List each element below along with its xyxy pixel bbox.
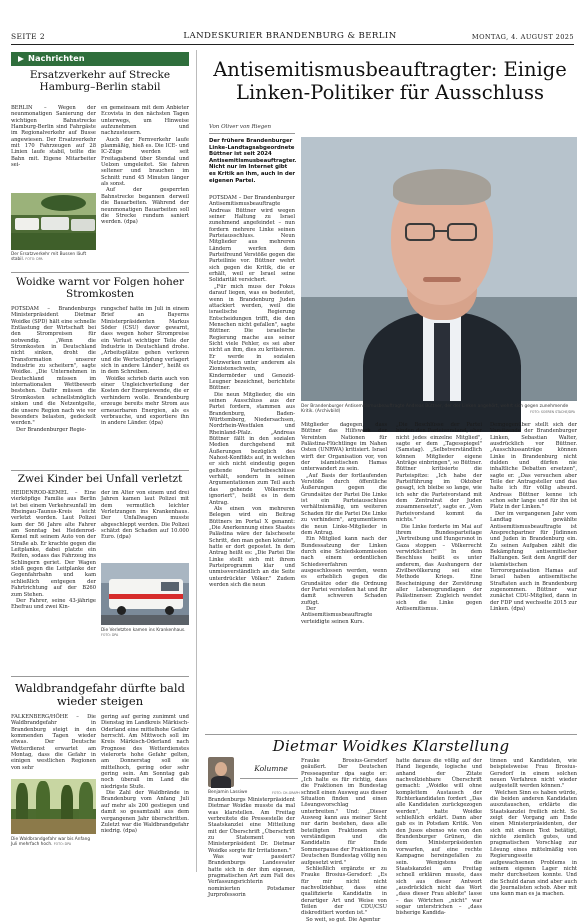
section-bar — [11, 52, 189, 66]
headline-waldbrand: Waldbrandgefahr dürfte bald wieder steigen — [15, 681, 185, 708]
caption-forest: Die Waldbrandgefahr war bis Anfang Juli mehrfach hoch. FOTO: DPA — [11, 837, 91, 848]
kolumne-col1: Brandenburgs Ministerpräsident Dietmar Woidke musste da mal was klarstellen. Am Freitag verbreitete die Pressestelle der Staatskanzlei eine Mitteilung mit der Überschrift „Überschrift zu Statement von Ministerpräsident Dr. Dietmar Woidke sorgte für Irritationen." Was war passiert? Brandenburgs Landesvater hatte sich in der ihm eigenen, pragmatischen Art zum Fall des Verfassungsrichterin nominierten Potsdamer Jurprofessorin — [208, 797, 295, 899]
main-col1: POTSDAM – Der Brandenburger Antisemitismusbeauftragte Andreas Büttner wird wegen seiner Haltung zu Israel zunehmend angefeindet – nun fordern mehrere Linke seinen Parteiausschluss. Neun Mitglieder aus mehreren Ländern werfen dem Parteifreund Verstöße gegen die Parteilinie vor. Büttner wehrt sich gegen die Kritik, die er erhält, weil er Israel seine Solidarität versichert. „Für mich muss der Fokus darauf liegen, was es bedeutet, wenn in Brandenburg Juden attackiert werden, weil die israelische Regierung Entscheidungen trifft, die den Menschen nicht gefallen", sagte Büttner. Die israelische Regierung mache aus seiner Sicht viele Fehler, es sei aber nicht an ihm, dies zu kritisieren. Er werde in sozialen Netzwerken unter anderem als Zionistenschwein, Kindermörder und Genozid-Leugner bezeichnet, berichtete Büttner. Die neun Mitglieder, die ein seinen Ausschluss aus der Partei fordern, stammen aus Brandenburg, Baden-Württemberg, Niedersachsen, Nordrhein-Westfalen und Rheinland-Pfalz. „Andreas Büttner fällt in den sozialen Medien durchgehend mit Äußerungen bezüglich des Nahost-Konflikts auf, in welchen er sich nicht eindeutig gegen geltende Parteibeschlüsse verhält, sondern in seinen Argumentationen zum Teil auch das gehende Völkerrecht ignoriert", heißt es in dem Antrag. Als einen von mehreren Belegen wird ein Beitrag Büttners im Portal X genannt: „Die Anerkennung eines Staates Palästina wäre der falschesete Schritt, den man gehen könnte", hatte er dort gepostet. In dem Antrag heißt es: „Die Partei Die Linke stellt sich mit ihrem Parteiprogramm klar und unmissverständlich an die Seite unterdrückter Völker." Zudem werden sich die neun — [209, 195, 295, 588]
article-unfall-col2: der im Alter von einem und drei Jahren kamen laut Polizei mit dem vermutlich leichter Verletzungen ins Krankenhaus. Der Unfallwagen musste abgeschleppt werden. Die Polizei schätzt den Schaden auf 10.000 Euro. (dpa) — [101, 490, 189, 541]
caption-bus: Der Ersatzverkehr mit Bussen läuft stabil. FOTO: DPA — [11, 252, 87, 263]
author-name: Benjamin Lassiwe — [208, 790, 248, 795]
ambulance-photo — [101, 563, 189, 625]
kolumne-col3: hatte daraus die völlig auf der Hand liegende, logische und anhand der Zitate nachvollziehbare Überschrift gemacht: „Woidke will ohne komplettem Austausch der Richterkandidaten fordert „Das alle Kandidaten zurückgezogen werden", hatte Woidke schließlich erklärt. Dann aber gab es in Potsdam Kritik. Von den Jusos ebenso wie von den Brandenburger Grünen, die dem Ministerpräsidenten vorwarfen, auf eine rechte Kampagne hereingefallen zu sein. Wenigstens die Staatskanzlei am Freitag schnell erklären musste, dass sich aus dieser Antwort „ausdrücklich nicht das Wort „dass dieser Frau ableite" lasse – das Wörtchen „nicht" war sogar unterstrichen – „dass bisherige Kandida- — [396, 758, 482, 917]
column-divider — [196, 50, 197, 872]
article-waldbrand-col2: gering auf gering zunimmt und Dienstag im Landkreis Märkisch-Oderland eine mittelhohe Gefahr herrscht. Am Mittwoch soll im Kreis Märkisch-Oderland nach Prognose des Wetterdienstes vielerorts hohe Gefahr gelten, am Donnerstag soll sie mittelhoch, gering oder sehr gering sein. Am Sonntag gab noch überall im Land die niedrigste Stufe. Die Zahl der Waldbrände in Brandenburg vom Anfang Juli auf mehr als 200 gestiegen und damit so gesamtzahl aus dem vergangenen Jahr überschritten. Zuletzt war die Waldbrandgefahr niedrig. (dpa) — [101, 714, 189, 835]
article-waldbrand-col1: FALKENBERG/HÖHE – Die Waldbrandgefahr in Brandenburg steigt in den kommenden Tagen wieder etwas. Der Deutsche Wetterdienst erwartet am Montag, dass die Gefahr in einigen westlichen Regionen von sehr — [11, 714, 96, 771]
kolumne-rule — [240, 778, 298, 779]
article-strom-col1: POTSDAM – Brandenburgs Ministerpräsident Dietmar Woidke (SPD) hält eine schnelle Entlastung der Wirtschaft bei den Strompreisen für notwendig. „Wenn die Stromkosten in Deutschland nicht sinken, droht die Transformation unserer Industrie zu scheitern", sagte Woidke. „Die Unternehmen in Deutschland müssen im internationalen Wettbewerb bestehen. Dafür müssen die Stromkosten schnellstmöglich sinken und die Netzentgelte, die unsere Region nach wie vor besonders belasten, gedeckelt werden." Der Brandenburger Regie- — [11, 306, 96, 433]
headline-woidke-strom: Woidke warnt vor Folgen hoher Stromkosten — [15, 276, 185, 300]
byline-rule — [209, 133, 295, 134]
article-unfall-col1: HEIDENROD-KEMEL – Eine vierköpfige Familie aus Berlin ist bei einem Verkehrsunfall im Rheingau-Taunus-Kreis leicht verletzt worden. Laut Polizei kam der 56 Jahre alte Fahrer am Sonntag bei Heidenrod-Kemel mit seinem Auto von der Straße ab. Er krachte gegen die Leitplanke, dabei platzte ein Reifen, sodass das Fahrzeug ins Schlingern geriet. Der Wagen stieß gegen die Leitplanke der Gegenfahrbahn und kam schließlich entgegen der Fahrtrichtung auf der B260 zum Stehen. Der Fahrer, seine 43-jährige Ehefrau und zwei Kin- — [11, 490, 96, 611]
headline-unfall: Zwei Kinder bei Unfall verletzt — [17, 473, 183, 485]
main-col4: Demgegenüber stellt sich der Vorsitzende der Brandenburger Linken, Sebastian Walter, ausdrücklich vor Büttner. „Ausschlussanträge können Linke in Brandenburg nicht dulden und dürfen nie inhaltliche Debatten ersetzen", sagte er. „Das versuchen aber Teile der Antragsteller und das halte ich für völlig absurd. Andreas Büttner kenne ich schon sehr lange und für ihn ist Platz in der Linken." Der im vergangenen Jahr vom Landtag gewählte Antisemitismusbeauftragte ist Ansprechpartner für Jüdinnen und Juden in Brandenburg ein. Zu seinen Aufgaben zählt die Bekämpfung antisemitischer Haltungen. Seit dem Angriff der islamistischen Terrororganisation Hamas auf Israel haben antisemitische Straftaten auch in Brandenburg zugenommen. Büttner war zunächst CDU-Mitglied, dann in der FDP und wechselte 2015 zur Linken. (dpa) — [490, 422, 577, 612]
author-credit: FOTO: CH-GRAPH — [272, 791, 300, 795]
author-photo — [208, 757, 234, 787]
article-bahn-col2: en gemeinsam mit dem Anbieter Ecovista in den nächsten Tagen unterwegs, um Hinweise aufzunehmen und nachzusteuern. Auch der Fernverkehr laufe planmäßig, hieß es. Die ICE- und IC-Züge werden seit Freitagabend über Stendal und Uelzen umgeleitet. Sie fahren seltener und brauchen im Schnitt rund 45 Minuten länger als sonst. Auf der gesperrten Bahnstrecke begannen derweil die Bauarbeiten. Während der neunmonatigen Bauarbeiten soll die Strecke rundum saniert werden. (dpa) — [101, 105, 189, 226]
newspaper-name: LANDESKURIER BRANDENBURG & BERLIN — [183, 31, 397, 41]
portrait-photo — [301, 137, 577, 401]
main-col2: Mitglieder dagegen, dass Büttner das Hilfswerk der Vereinten Nationen für Palästina-Flüchtlinge im Nahen Osten (UNRWA) kritisiert. Israel wirft der Organisation vor, von der islamistischen Hamas unterwandert zu sein. „Auf Basis der fortlaufenden Verstöße durch öffentliche Äußerungen gegen die Grundsätze der Partei Die Linke ist ein Parteiausschluss verhältnismäßig, um weiteren Schaden für die Partei Die Linke zu verhindern", argumentieren die neun Linke-Mitglieder in dem Antrag. Ein Mitglied kann nach der Bundessatzung der Linken durch eine Schiedskommission nach einem ordentlichen Schiedsverfahren ausgeschlossen werden, wenn es erheblich gegen die Grundsätze oder die Ordnung der Partei verstoßen hat und ihr damit schweren Schaden zufügt. Der Antisemitismusbeauftragte verteidigte seinen Kurs. — [301, 422, 387, 625]
bus-photo — [11, 193, 96, 250]
divider — [11, 470, 189, 471]
lead-text: Der frühere Brandenburger Linke-Landtagsabgeordnete Büttner ist seit 2024 Antisemitismusbeauftragter. Nicht nur im Internet gibt es Kritik an ihm, auch in der eigenen Partei. — [209, 138, 297, 184]
issue-date: MONTAG, 4. AUGUST 2025 — [471, 33, 574, 41]
caption-ambulance: Die Verletzten kamen ins Krankenhaus. FOTO: DPA — [101, 628, 186, 638]
header-rule — [11, 44, 574, 45]
kolumne-headline: Dietmar Woidkes Klarstellung — [272, 737, 510, 755]
page-number: SEITE 2 — [11, 32, 46, 41]
divider — [205, 734, 577, 735]
section-label: Nachrichten — [28, 53, 85, 63]
headline-bahn: Ersatzverkehr auf Strecke Hamburg–Berlin stabil — [29, 69, 171, 93]
article-strom-col2: rungschef hatte im Juli in einem Brief an Bayerns Ministerpräsidenten Markus Söder (CSU) davor gewarnt, dass wegen hoher Strompreise ein Verlust wichtiger Teile der Industrie in Deutschland drohe. „Arbeitsplätze gehen verloren und die Wertschöpfung verlagert sich in andere Länder", heißt es in dem Schreiben. Woidke schrieb darin auch von einer Ungleichverteilung der Kosten der Energiewende, die er verhindern wolle. Brandenburg erzeuge bereits mehr Strom aus erneuerbaren Energien, als es verbrauche, und exportiere ihn in andere Länder. (dpa) — [101, 306, 189, 427]
portrait-caption: Der Brandenburger Antisemitismusbeauftragte Andreas Büttner, der der Linken angehört, wehrt sich gegen zunehmende Kritik. (Archivbild) — [301, 404, 569, 415]
kolumne-col4: tinnen und Kandidaten, wie beispielsweise Frau Brosius-Gersdorf in einem solchen neuen Verfahren nicht wieder aufgestellt werden können." Welchen Sinn es haben würde, die beiden anderen Kandidaten auszutauschen, erklärte die Staatskanzlei freilich nicht. So zeigt der Vorgang am Ende einen Ministerpräsidenten, der sich mit einem Text betätigt, nichte ziemlich gutes, und pragmatischen Vorschlag zur Lösung eines mittelmäßig von Regierungsseite aufgewachsenen Problems in seinem eigenen Lager nicht mehr durchsetzen konnte. Und die Schuld daran sind aber auch die Journalisten schob. Aber mit uns kann man es ja machen. — [490, 758, 577, 898]
main-headline: Antisemitismusbeauftragter: Einige Linken-Politiker für Ausschluss — [213, 58, 567, 104]
kolumne-col2: Frauke Brosius-Gersdorf geäußert. Der Deutschen Presseagentur dpa sagte er: „Ich halte es für richtig, dass die Fraktionen im Bundestag schnell einen Ausweg aus dieser Situation finden und einen Lösungsvorschlag unterbreiten." Und: „Dieser Ausweg kann aus meiner Sicht nur darin bestehen, dass alle beteiligten Fraktionen sich verständigen und die Kandidatin für Ende Sommerpause der Fraktionen in Deutschen Bundestag völlig neu aufgesetzt wird." Schließlich ergänzte er zu Frauke Brosius-Gersdorf: „Es für mir nicht nicht nachvollziehbar, dass eine qualifizierte Kandidatin in derartiger Art und Weise von Teilen der CDU/CSU diskreditiert worden ist." So weit, so gut. Die Agentur — [301, 758, 387, 923]
kolumne-label: Kolumne — [245, 764, 297, 776]
arrow-icon — [18, 56, 24, 62]
portrait-credit: FOTO: SOEREN STACHE/DPA — [530, 410, 575, 414]
divider — [11, 676, 189, 677]
main-col3: „Die Beschlüsse der Partei binden den Parteivorstand, aber nicht jedes einzelne Mitglied", sagte er dem „Tagesspiegel" (Samstag). „Selbstverständlich können Mitglieder eigene Anträge einbringen", so Büttner. Büttner kritisierte die Parteispitze: „Ich habe der Parteiführung im Oktober gesagt, ich bleibe so lange, wie ich sehr die Parteivorstand mit dem Zentralrat der Juden zusammensetzt", sagte er. „Vom Parteivorstand kommt da nichts." Die Linke forderte im Mai auf ihrem Bundesparteitage „Vertreibung und Hungersnot in Gaza stoppen – Völkerrecht verwirklichen!" In dem Beschluss heißt es unter anderem, das Aushungern der Zivilbevölkerung sei eine Methode Kriegs. Eine Bescheinigung der Zerstörung aller Lebensgrundlagen der Palästinenser. Zugleich wendet sich die Linke gegen Antisemitismus. — [396, 422, 482, 612]
divider — [11, 272, 189, 273]
forest-photo — [11, 779, 96, 834]
byline: Von Oliver von Riegen — [209, 124, 272, 130]
article-bahn-col1: BERLIN – Wegen der neunmonatigen Sanierung der wichtigen Bahnstrecke Hamburg-Berlin sind Fahrgäste im Regionalverkehr auf Busse angewiesen. Der Ersatzverkehr mit 170 Fahrzeugen auf 28 Linien laufe stabil, teilte die Bahn mit. Eigene Mitarbeiter sei- — [11, 105, 96, 169]
